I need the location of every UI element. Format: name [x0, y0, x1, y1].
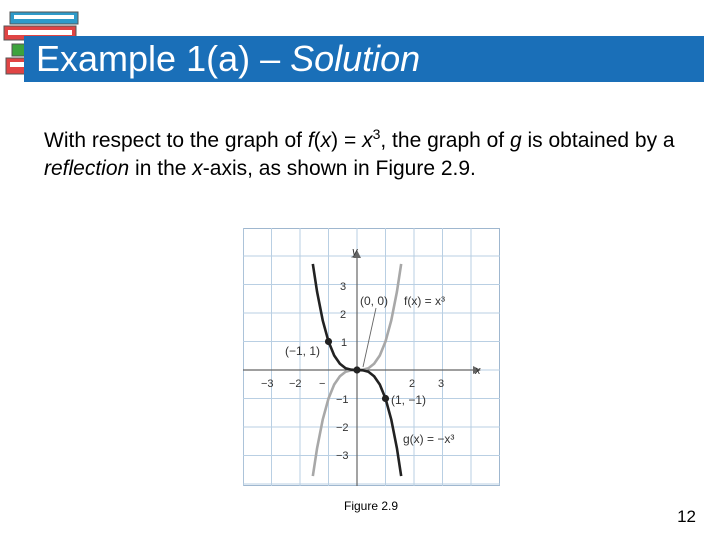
body-f: f	[307, 129, 314, 152]
y-tick-label: −2	[336, 422, 349, 434]
y-tick-label: −1	[336, 394, 349, 406]
origin-label: (0, 0)	[360, 294, 389, 308]
x-axis-label: x	[475, 365, 481, 377]
body-paren: (	[313, 129, 321, 152]
body-paragraph	[44, 120, 684, 183]
body-text-1: With respect to the graph of	[44, 129, 308, 152]
data-point	[325, 338, 332, 345]
title-main: Example 1(a) –	[36, 38, 291, 79]
y-tick-label: −3	[336, 450, 349, 462]
data-point	[353, 366, 360, 373]
point-label-right: (1, −1)	[391, 393, 427, 407]
title-italic: Solution	[290, 38, 421, 79]
body-text-2: , the graph of	[380, 129, 510, 152]
body-x1: x	[320, 129, 332, 152]
title-bar	[24, 36, 704, 82]
page-number: 12	[677, 507, 696, 526]
figure-graph	[243, 228, 500, 486]
figure-caption: Figure 2.9	[343, 499, 399, 513]
body-text-3: is obtained by a	[521, 129, 675, 152]
body-x3: x	[192, 157, 203, 180]
y-axis-label: y	[352, 246, 358, 258]
x-tick-label: −3	[261, 378, 274, 390]
body-exponent: 3	[372, 126, 381, 142]
x-tick-label: −2	[289, 378, 302, 390]
body-g: g	[509, 129, 522, 152]
f-label: f(x) = x³	[404, 294, 445, 308]
point-label-left: (−1, 1)	[285, 344, 321, 358]
x-tick-label: −	[319, 378, 326, 390]
slide-title	[24, 36, 704, 82]
y-tick-label: 3	[340, 281, 347, 293]
body-reflection: reflection	[44, 157, 130, 180]
x-tick-label: 2	[409, 378, 416, 390]
y-tick-label: 2	[340, 309, 347, 321]
x-tick-label: 3	[438, 378, 445, 390]
g-label: g(x) = −x³	[403, 432, 455, 446]
body-eq: ) =	[331, 129, 363, 152]
body-x2: x	[362, 129, 373, 152]
data-point	[382, 395, 389, 402]
body-text-4: in the	[129, 157, 193, 180]
body-text-5: -axis, as shown in Figure 2.9.	[202, 157, 476, 180]
y-tick-label: 1	[341, 337, 348, 349]
